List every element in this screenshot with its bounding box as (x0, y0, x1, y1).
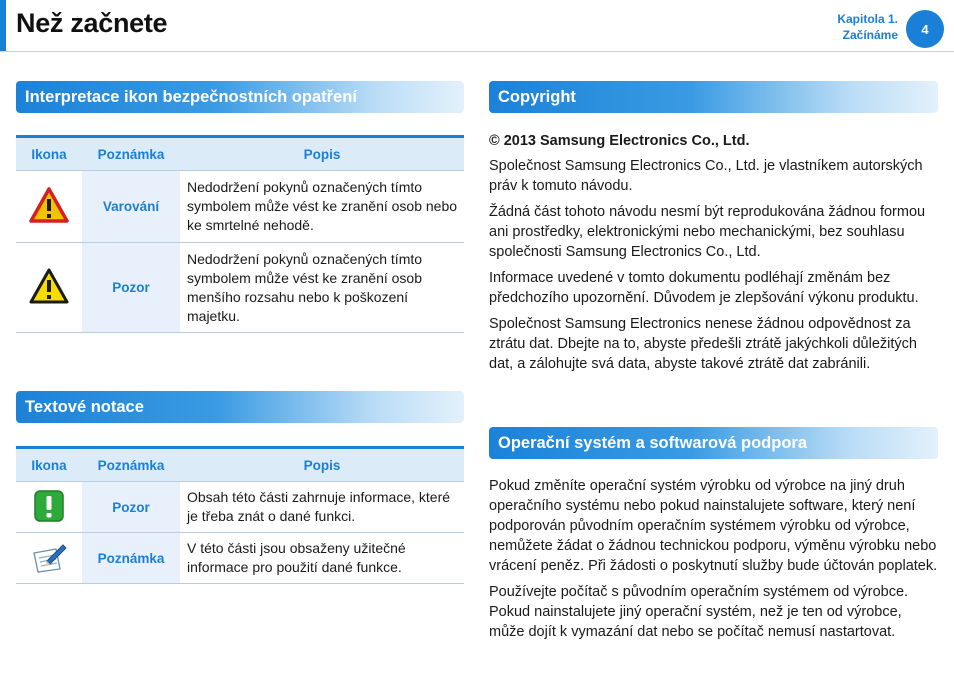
table-header-row (16, 137, 464, 171)
icon-cell (16, 533, 82, 584)
safety-icons-table (16, 135, 464, 333)
table-header-row (16, 448, 464, 482)
copyright-body (489, 131, 939, 380)
column-header-note: Poznámka (82, 137, 180, 171)
note-cell: Pozor (82, 243, 180, 333)
exclamation-green-icon (33, 489, 65, 523)
description-cell: Obsah této části zahrnuje informace, které je třeba znát o dané funkci. (180, 482, 464, 533)
os-support-paragraph: Používejte počítač s původním operačním systémem od výrobce. Pokud nainstalujete jiný operační systém, než je ten od výrobce, může dojít k vymazání dat nebo se počítač nemusí nastartovat. (489, 584, 909, 640)
section-heading-copyright: Copyright (489, 81, 938, 113)
table-row (16, 243, 464, 333)
os-support-paragraph: Pokud změníte operační systém výrobku od výrobce na jiný druh operačního systému nebo pokud nainstalujete software, který není podporován původním operačním systémem výrobku od výrobce, nemůžete žádat o žádnou technickou podporu, výměnu výrobku nebo vrácení peněz. Při žádosti o poskytnutí služby bude účtován poplatek. (489, 478, 938, 574)
icon-cell (16, 243, 82, 333)
section-heading-notation: Textové notace (16, 391, 464, 423)
description-cell: V této části jsou obsaženy užitečné informace pro použití dané funkce. (180, 533, 464, 584)
note-cell: Pozor (82, 482, 180, 533)
page-number-badge: 4 (906, 10, 944, 48)
copyright-paragraph: Žádná část tohoto návodu nesmí být reprodukována žádnou formou ani prostředky, elektronickými nebo mechanickými, bez souhlasu společnosti Samsung Electronics Co., Ltd. (489, 204, 926, 260)
copyright-paragraph: Společnost Samsung Electronics nenese žádnou odpovědnost za ztrátu dat. Dbejte na to, abyste předešli ztrátě jakýchkoli důležitých dat, a zálohujte svá data, abyste takové ztrátě dat zabránili. (489, 316, 917, 372)
chapter-name: Začínáme (842, 28, 898, 42)
note-cell: Poznámka (82, 533, 180, 584)
table-row (16, 482, 464, 533)
table-row (16, 171, 464, 243)
note-cell: Varování (82, 171, 180, 243)
copyright-paragraph: Společnost Samsung Electronics Co., Ltd. je vlastníkem autorských práv k tomuto návodu. (489, 158, 923, 194)
table-row (16, 533, 464, 584)
header-accent-bar (0, 0, 6, 52)
chapter-number: Kapitola 1. (837, 12, 898, 26)
section-heading-os-support: Operační systém a softwarová podpora (489, 427, 938, 459)
copyright-line: © 2013 Samsung Electronics Co., Ltd. (489, 133, 750, 149)
warning-triangle-red-icon (29, 187, 69, 223)
section-heading-safety: Interpretace ikon bezpečnostních opatření (16, 81, 464, 113)
caution-triangle-yellow-icon (29, 268, 69, 304)
description-cell: Nedodržení pokynů označených tímto symbolem může vést ke zranění osob nebo ke smrtelné nehodě. (180, 171, 464, 243)
column-header-icon: Ikona (16, 448, 82, 482)
pencil-note-icon (30, 541, 68, 573)
os-support-body (489, 476, 939, 648)
notation-icons-table (16, 446, 464, 584)
page-title: Než začnete (16, 8, 168, 38)
description-cell: Nedodržení pokynů označených tímto symbolem může vést ke zranění osob menšího rozsahu nebo k poškození majetku. (180, 243, 464, 333)
column-header-icon: Ikona (16, 137, 82, 171)
column-header-description: Popis (180, 448, 464, 482)
column-header-description: Popis (180, 137, 464, 171)
header-rule (0, 51, 954, 52)
copyright-paragraph: Informace uvedené v tomto dokumentu podléhají změnám bez předchozího upozornění. Důvodem je zlepšování výkonu produktu. (489, 270, 919, 306)
chapter-label (837, 11, 898, 43)
icon-cell (16, 171, 82, 243)
column-header-note: Poznámka (82, 448, 180, 482)
icon-cell (16, 482, 82, 533)
